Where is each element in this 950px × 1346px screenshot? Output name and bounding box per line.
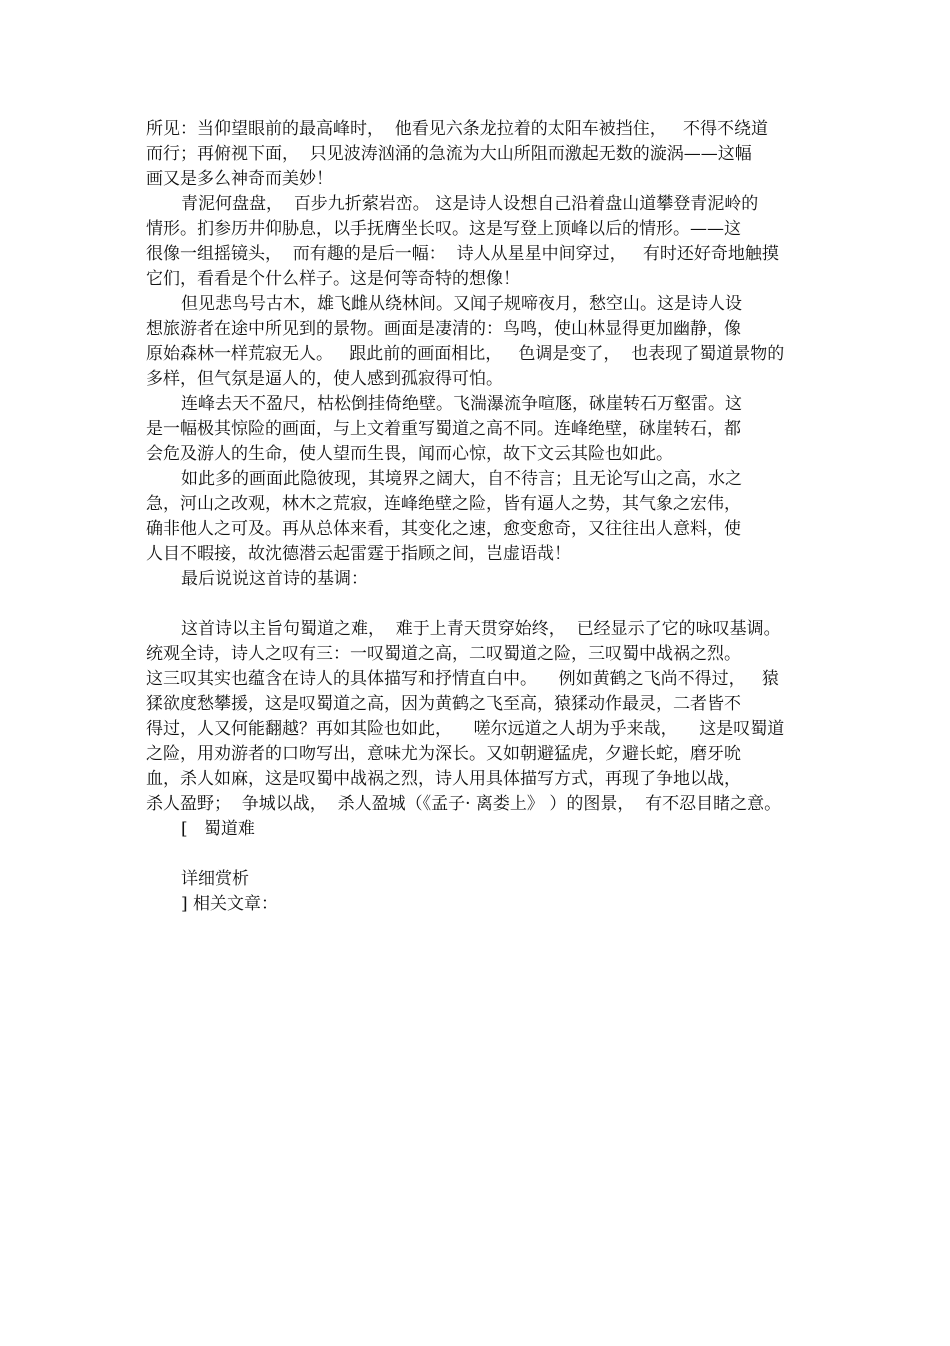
paragraph-start: 青泥何盘盘， 百步九折萦岩峦。 这是诗人设想自己沿着盘山道攀登青泥岭的: [181, 194, 759, 214]
text-line: 得过，人又何能翻越？再如其险也如此， 嗟尔远道之人胡为乎来哉， 这是叹蜀道: [146, 719, 785, 739]
text-line: 而行；再俯视下面， 只见波涛汹涌的急流为大山所阻而激起无数的漩涡——这幅: [146, 144, 752, 164]
text-line: 杀人盈野； 争城以战， 杀人盈城（《孟子· 离娄上》 ）的图景， 有不忍目睹之意。: [146, 794, 782, 814]
paragraph-start: 但见悲鸟号古木，雄飞雌从绕林间。又闻子规啼夜月，愁空山。这是诗人设: [181, 294, 742, 314]
text-line: 所见：当仰望眼前的最高峰时， 他看见六条龙拉着的太阳车被挡住， 不得不绕道: [146, 119, 769, 139]
text-line: 猱欲度愁攀援，这是叹蜀道之高，因为黄鹤之飞至高，猿猱动作最灵，二者皆不: [146, 694, 741, 714]
text-line: 会危及游人的生命，使人望而生畏，闻而心惊，故下文云其险也如此。: [146, 444, 673, 464]
text-line: 之险，用劝游者的口吻写出，意味尤为深长。又如朝避猛虎，夕避长蛇，磨牙吮: [146, 744, 741, 764]
related-articles-label: ] 相关文章：: [181, 894, 279, 914]
paragraph-start: 这首诗以主旨句蜀道之难， 难于上青天贯穿始终， 已经显示了它的咏叹基调。: [181, 619, 781, 639]
text-line: 确非他人之可及。再从总体来看，其变化之速，愈变愈奇，又往往出人意料，使: [146, 519, 741, 539]
text-line: 情形。扪参历井仰胁息，以手抚膺坐长叹。这是写登上顶峰以后的情形。——这: [146, 219, 741, 239]
text-line: 人目不暇接，故沈德潜云起雷霆于指顾之间，岂虚语哉！: [146, 544, 571, 564]
text-line: 想旅游者在途中所见到的景物。画面是凄清的：鸟鸣，使山林显得更加幽静，像: [146, 319, 741, 339]
text-line: 很像一组摇镜头， 而有趣的是后一幅： 诗人从星星中间穿过， 有时还好奇地触摸: [146, 244, 779, 264]
text-line: 是一幅极其惊险的画面，与上文着重写蜀道之高不同。连峰绝壁，砯崖转石，都: [146, 419, 741, 439]
text-line: 多样，但气氛是逼人的，使人感到孤寂得可怕。: [146, 369, 503, 389]
text-line: 原始森林一样荒寂无人。 跟此前的画面相比， 色调是变了， 也表现了蜀道景物的: [146, 344, 785, 364]
text-line: 急，河山之改观，林木之荒寂，连峰绝壁之险，皆有逼人之势，其气象之宏伟，: [146, 494, 741, 514]
text-line: 这三叹其实也蕴含在诗人的具体描写和抒情直白中。 例如黄鹤之飞尚不得过， 猿: [146, 669, 779, 689]
paragraph-start: 连峰去天不盈尺，枯松倒挂倚绝壁。飞湍瀑流争喧豗，砯崖转石万壑雷。这: [181, 394, 742, 414]
paragraph-start: 最后说说这首诗的基调：: [181, 569, 368, 589]
related-title-link[interactable]: [ 蜀道难: [181, 819, 255, 839]
text-line: 统观全诗，诗人之叹有三：一叹蜀道之高，二叹蜀道之险，三叹蜀中战祸之烈。: [146, 644, 741, 664]
text-line: 血，杀人如麻，这是叹蜀中战祸之烈，诗人用具体描写方式，再现了争地以战，: [146, 769, 741, 789]
text-line: 它们，看看是个什么样子。这是何等奇特的想像！: [146, 269, 520, 289]
detail-analysis-link[interactable]: 详细赏析: [181, 869, 249, 889]
paragraph-start: 如此多的画面此隐彼现，其境界之阔大，自不待言；且无论写山之高，水之: [181, 469, 742, 489]
text-line: 画又是多么神奇而美妙！: [146, 169, 333, 189]
